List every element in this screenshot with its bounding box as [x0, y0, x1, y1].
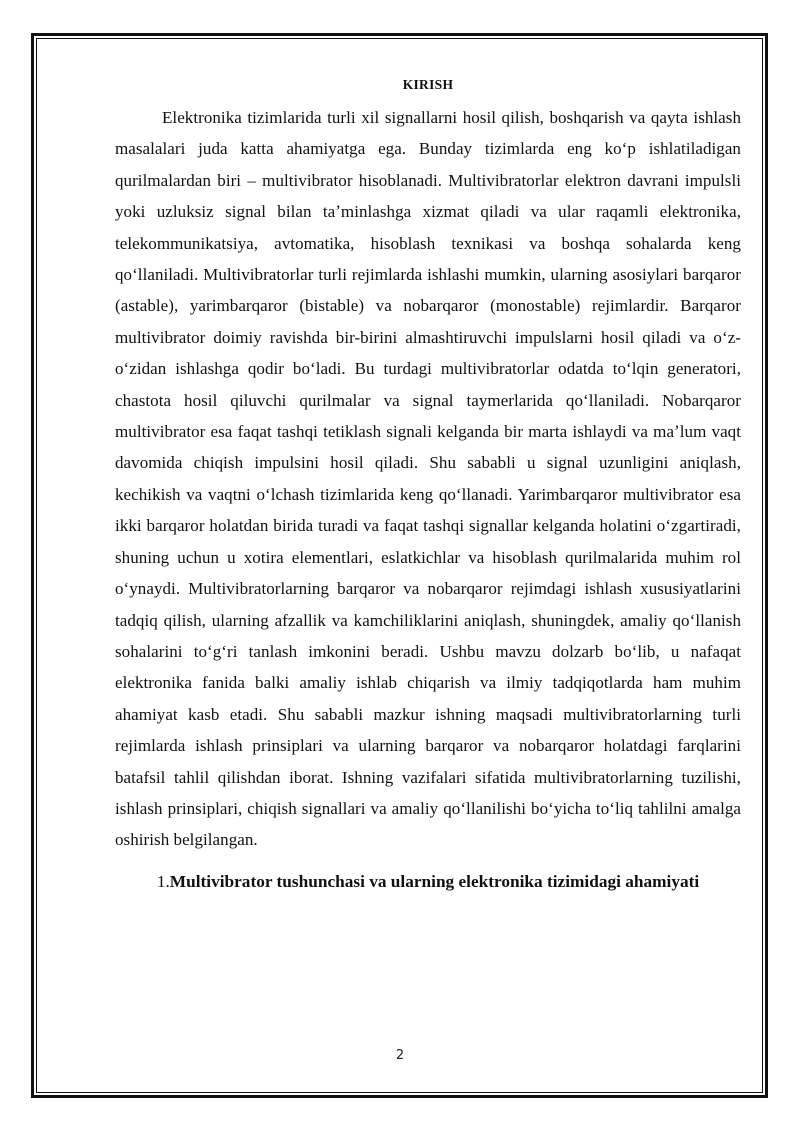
section-number: 1.	[156, 871, 170, 891]
section-heading	[115, 866, 741, 897]
page-content	[115, 74, 741, 897]
page-heading: KIRISH	[402, 77, 454, 92]
intro-paragraph: Elektronika tizimlarida turli xil signallarni hosil qilish, boshqarish va qayta ishlash masalalari juda katta ahamiyatga ega. Bunday tizimlarda eng koʻp ishlatiladigan qurilmalardan biri – multivibrator hisoblanadi. Multivibratorlar elektron davrani impulsli yoki uzluksiz signal bilan taʼminlashga xizmat qiladi va ular raqamli elektronika, telekommunikatsiya, avtomatika, hisoblash texnikasi va boshqa sohalarda keng qoʻllaniladi. Multivibratorlar turli rejimlarda ishlashi mumkin, ularning asosiylari barqaror (astable), yarimbarqaror (bistable) va nobarqaror (monostable) rejimlardir. Barqaror multivibrator doimiy ravishda bir-birini almashtiruvchi impulslarni hosil qiladi va oʻz-oʻzidan ishlashga qodir boʻladi. Bu turdagi multivibratorlar odatda toʻlqin generatori, chastota hosil qiluvchi qurilmalar va signal taymerlarida qoʻllaniladi. Nobarqaror multivibrator esa faqat tashqi tetiklash signali kelganda bir marta ishlaydi va maʼlum vaqt davomida chiqish impulsini hosil qiladi. Shu sababli u signal uzunligini aniqlash, kechikish va vaqtni oʻlchash tizimlarida keng qoʻllanadi. Yarimbarqaror multivibrator esa ikki barqaror holatdan birida turadi va faqat tashqi signallar kelganda holatini oʻzgartiradi, shuning uchun u xotira elementlari, eslatkichlar va hisoblash qurilmalarida muhim rol oʻynaydi. Multivibratorlarning barqaror va nobarqaror rejimdagi ishlash xususiyatlarini tadqiq qilish, ularning afzallik va kamchiliklarini aniqlash, shuningdek, amaliy qoʻllanish sohalarini toʻgʻri tanlash imkonini beradi. Ushbu mavzu dolzarb boʻlib, u nafaqat elektronika fanida balki amaliy ishlab chiqarish va ilmiy tadqiqotlarda ham muhim ahamiyat kasb etadi. Shu sababli mazkur ishning maqsadi multivibratorlarning turli rejimlarda ishlash prinsiplari va ularning barqaror va nobarqaror holatdagi farqlarini batafsil tahlil qilishdan iborat. Ishning vazifalari sifatida multivibratorlarning tuzilishi, ishlash prinsiplari, chiqish signallari va amaliy qoʻllanilishi boʻyicha toʻliq tahlilni amalga oshirish belgilangan.	[115, 108, 741, 850]
page-number: 2	[395, 1048, 405, 1063]
section-title: Multivibrator tushunchasi va ularning elektronika tizimidagi ahamiyati	[169, 871, 700, 891]
